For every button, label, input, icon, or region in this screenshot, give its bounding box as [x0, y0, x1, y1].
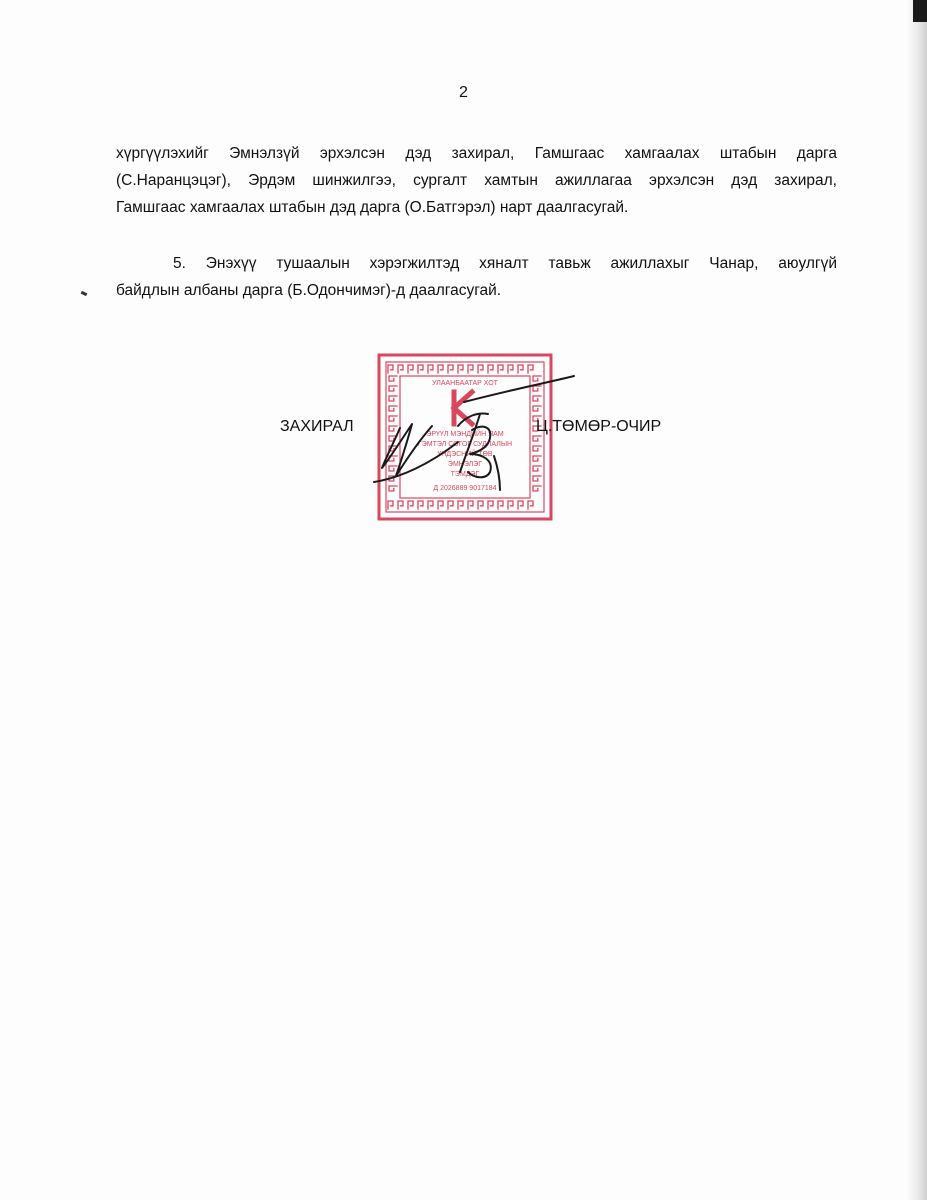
margin-mark: [81, 291, 88, 296]
handwritten-signature: [360, 368, 590, 498]
text-line: (С.Наранцэцэг), Эрдэм шинжилгээ, сургалт хамтын ажиллагаа эрхэлсэн дэд захирал,: [116, 172, 837, 189]
scan-corner-mark: [913, 0, 927, 22]
stamp-line: ЭРҮҮЛ МЭНДИЙН ЯАМ: [426, 431, 504, 438]
stamp-line: ЭМНЭЛЭГ: [447, 461, 483, 468]
stamp-line: УЛААНБААТАР ХОТ: [432, 380, 498, 387]
text-line: 5. Энэхүү тушаалын хэрэгжилтэд хяналт тавьж ажиллахыг Чанар, аюулгүй: [173, 255, 837, 272]
paragraph-continuation: [116, 140, 837, 221]
page-number: 2: [459, 84, 468, 101]
stamp-line: ГЭМТЭЛ СОГОГ СУДЛАЛЫН: [417, 441, 513, 448]
text-line: хүргүүлэхийг Эмнэлзүй эрхэлсэн дэд захирал, Гамшгаас хамгаалах штабын дарга: [116, 145, 837, 162]
stamp-line: ҮНДЭСНИЙ ТӨВ: [437, 451, 493, 458]
signatory-name: Ц.ТӨМӨР-ОЧИР: [536, 418, 662, 435]
signatory-title: ЗАХИРАЛ: [280, 418, 354, 435]
paragraph-item-5: [116, 250, 837, 304]
text-line: Гамшгаас хамгаалах штабын дэд дарга (О.Батгэрэл) нарт даалгасугай.: [116, 199, 629, 216]
text-line: байдлын албаны дарга (Б.Одончимэг)-д даалгасугай.: [116, 282, 502, 299]
stamp-line: Д 2026889 9017184: [433, 485, 497, 492]
stamp-line: ТЭМДЭГ: [450, 471, 480, 478]
scan-shadow-edge: [905, 0, 927, 1200]
